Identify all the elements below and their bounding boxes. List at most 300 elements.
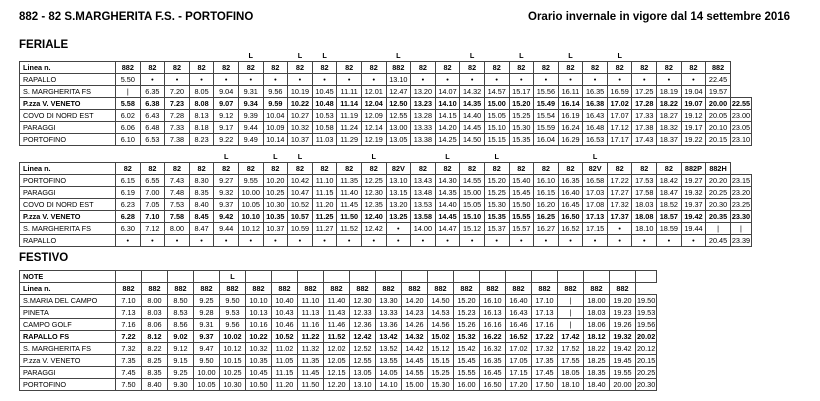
line-number: 82 — [238, 163, 263, 175]
departure-time: 10.00 — [194, 367, 220, 379]
departure-time: 20.30 — [706, 199, 731, 211]
departure-time: 13.30 — [376, 295, 402, 307]
departure-time: 16.16 — [480, 319, 506, 331]
timetable-festivo — [19, 270, 657, 391]
departure-time: 19.55 — [610, 367, 636, 379]
departure-time: 9.39 — [238, 110, 263, 122]
departure-time: • — [435, 235, 460, 247]
departure-time: 16.50 — [480, 379, 506, 391]
departure-time: 12.36 — [350, 319, 376, 331]
departure-time: 12.14 — [361, 122, 386, 134]
note-mark — [272, 271, 298, 283]
departure-time: 8.56 — [168, 319, 194, 331]
departure-time: 18.19 — [657, 86, 682, 98]
note-mark — [558, 271, 584, 283]
departure-time: 18.22 — [584, 343, 610, 355]
departure-time: 11.03 — [312, 134, 337, 146]
departure-time: 15.05 — [460, 199, 485, 211]
departure-time: 14.55 — [460, 175, 485, 187]
departure-time: 16.45 — [480, 367, 506, 379]
departure-time: • — [607, 223, 632, 235]
timetable — [19, 152, 752, 247]
line-number: 882 — [558, 283, 584, 295]
departure-time: 12.30 — [350, 295, 376, 307]
departure-time: 9.17 — [214, 122, 239, 134]
departure-time: 16.27 — [534, 223, 559, 235]
departure-time: 17.13 — [532, 307, 558, 319]
departure-time: 15.12 — [460, 223, 485, 235]
departure-time: • — [263, 74, 288, 86]
departure-time: 14.40 — [460, 110, 485, 122]
departure-time: 17.52 — [558, 343, 584, 355]
departure-time: 11.46 — [324, 319, 350, 331]
stop-name: S.MARIA DEL CAMPO — [20, 295, 116, 307]
departure-time: 17.45 — [532, 367, 558, 379]
departure-time: 8.25 — [142, 355, 168, 367]
departure-time: 13.33 — [376, 307, 402, 319]
section-heading-feriale: FERIALE — [19, 39, 69, 51]
departure-time: 11.50 — [298, 379, 324, 391]
departure-time: 7.50 — [116, 379, 142, 391]
departure-time: 10.13 — [246, 307, 272, 319]
departure-time: 14.45 — [460, 122, 485, 134]
departure-time: 10.59 — [288, 223, 313, 235]
departure-time: 9.25 — [194, 295, 220, 307]
stop-row — [20, 134, 752, 146]
departure-time: 11.10 — [298, 295, 324, 307]
departure-time: 15.12 — [428, 343, 454, 355]
departure-time: 16.10 — [534, 175, 559, 187]
departure-time: 11.14 — [337, 98, 362, 110]
line-number: 882 — [454, 283, 480, 295]
departure-time: 18.10 — [632, 223, 657, 235]
departure-time: 15.35 — [484, 211, 509, 223]
note-mark — [428, 271, 454, 283]
stop-name: COVO DI NORD EST — [20, 110, 116, 122]
note-mark — [116, 271, 142, 283]
departure-time: 19.42 — [681, 211, 706, 223]
departure-time: 10.02 — [220, 331, 246, 343]
departure-time: 10.30 — [263, 199, 288, 211]
departure-time: 23.39 — [731, 236, 751, 245]
departure-time: 16.14 — [558, 98, 583, 110]
departure-time: • — [657, 235, 682, 247]
note-mark: L — [297, 152, 303, 161]
departure-time: 13.10 — [350, 379, 376, 391]
departure-time: 17.58 — [632, 187, 657, 199]
departure-time: 17.38 — [632, 122, 657, 134]
departure-time: 11.40 — [337, 187, 362, 199]
departure-time: 11.35 — [298, 355, 324, 367]
departure-time: 9.59 — [263, 98, 288, 110]
departure-time: 10.22 — [246, 331, 272, 343]
departure-time: 9.02 — [168, 331, 194, 343]
departure-time: 15.32 — [454, 331, 480, 343]
departure-time: 18.27 — [657, 110, 682, 122]
departure-time: 7.23 — [165, 98, 190, 110]
departure-time: 11.43 — [324, 307, 350, 319]
line-number: 82 — [312, 163, 337, 175]
departure-time: 17.05 — [506, 355, 532, 367]
line-number: 882 — [272, 283, 298, 295]
line-number: 82 — [657, 62, 682, 74]
departure-time: 9.56 — [263, 86, 288, 98]
departure-time: 16.35 — [558, 175, 583, 187]
departure-time: • — [361, 74, 386, 86]
departure-time: 7.53 — [165, 199, 190, 211]
departure-time: 10.25 — [220, 367, 246, 379]
departure-time: • — [263, 235, 288, 247]
departure-time: 11.15 — [272, 367, 298, 379]
departure-time: 8.18 — [189, 122, 214, 134]
departure-time: 11.05 — [272, 355, 298, 367]
departure-time: 10.37 — [288, 134, 313, 146]
departure-time: 7.33 — [165, 122, 190, 134]
departure-time: 9.37 — [214, 199, 239, 211]
line-number: 82 — [460, 163, 485, 175]
departure-time: 10.52 — [288, 199, 313, 211]
stop-row — [20, 355, 657, 367]
departure-time: 9.12 — [214, 110, 239, 122]
departure-time: 10.37 — [263, 223, 288, 235]
departure-time: 11.13 — [298, 307, 324, 319]
departure-time: 20.00 — [706, 98, 731, 110]
note-mark — [506, 271, 532, 283]
departure-time: 10.16 — [246, 319, 272, 331]
departure-time: 20.00 — [610, 379, 636, 391]
departure-time: 12.47 — [386, 86, 411, 98]
note-mark: L — [445, 152, 450, 161]
line-number: 82 — [288, 163, 313, 175]
departure-time: 15.10 — [460, 211, 485, 223]
note-mark — [484, 51, 509, 62]
departure-time: 7.38 — [165, 134, 190, 146]
departure-time: • — [534, 235, 559, 247]
departure-time: 13.36 — [376, 319, 402, 331]
departure-time: | — [558, 307, 584, 319]
departure-time: 14.23 — [402, 307, 428, 319]
line-number: 82 — [534, 163, 559, 175]
note-mark — [454, 271, 480, 283]
line-number: 82 — [263, 62, 288, 74]
departure-time: 18.06 — [584, 319, 610, 331]
departure-time: 9.31 — [238, 86, 263, 98]
line-number: 82 — [214, 62, 239, 74]
note-mark — [386, 152, 411, 163]
departure-time: 16.38 — [583, 98, 608, 110]
departure-time: 10.42 — [288, 175, 313, 187]
departure-time: • — [189, 74, 214, 86]
departure-time: 15.45 — [454, 355, 480, 367]
stop-row — [20, 343, 657, 355]
note-mark — [558, 152, 583, 163]
stop-row — [20, 307, 657, 319]
departure-time: • — [583, 74, 608, 86]
departure-time: 7.10 — [116, 295, 142, 307]
departure-time: 16.40 — [506, 295, 532, 307]
departure-time: • — [583, 235, 608, 247]
departure-time: 10.09 — [263, 122, 288, 134]
departure-time: 15.30 — [428, 379, 454, 391]
note-mark — [706, 51, 731, 62]
departure-time: 13.42 — [376, 331, 402, 343]
note-mark — [610, 271, 636, 283]
departure-time: 9.47 — [194, 343, 220, 355]
departure-time: 15.00 — [460, 187, 485, 199]
departure-time: 13.53 — [411, 199, 436, 211]
stop-row — [20, 98, 752, 110]
departure-time: • — [214, 235, 239, 247]
departure-time: 6.15 — [116, 175, 141, 187]
departure-time: 12.01 — [361, 86, 386, 98]
departure-time: 14.45 — [402, 355, 428, 367]
line-number: 82 — [411, 163, 436, 175]
departure-time: 18.37 — [657, 134, 682, 146]
stop-row — [20, 223, 752, 235]
departure-time: 15.15 — [484, 134, 509, 146]
departure-time: 17.17 — [607, 134, 632, 146]
departure-time: 11.35 — [337, 175, 362, 187]
departure-time: 10.15 — [220, 355, 246, 367]
departure-time: 16.25 — [534, 211, 559, 223]
departure-time: 17.13 — [583, 211, 608, 223]
line-number: 82 — [140, 62, 165, 74]
marks-row — [20, 51, 752, 62]
departure-time: 19.44 — [681, 223, 706, 235]
line-number: 82 — [263, 163, 288, 175]
stop-name: PINETA — [20, 307, 116, 319]
departure-time: 9.56 — [220, 319, 246, 331]
departure-time: 17.32 — [532, 343, 558, 355]
departure-time: 11.45 — [298, 367, 324, 379]
note-mark — [361, 51, 386, 62]
note-mark — [214, 51, 239, 62]
departure-time: 20.02 — [637, 332, 656, 341]
stop-name: PARAGGI — [20, 367, 116, 379]
departure-time: 11.22 — [298, 331, 324, 343]
line-label: Linea n. — [20, 283, 116, 295]
line-number: 82 — [681, 62, 706, 74]
line-number: 882P — [681, 163, 706, 175]
departure-time: 11.20 — [312, 199, 337, 211]
stop-name: S. MARGHERITA FS — [20, 223, 116, 235]
departure-time: 17.42 — [558, 331, 584, 343]
departure-time: 15.59 — [534, 122, 559, 134]
line-number: 82 — [411, 62, 436, 74]
stop-row — [20, 379, 657, 391]
line-number: 82V — [386, 163, 411, 175]
line-number: 882 — [246, 283, 272, 295]
marks-spacer — [20, 51, 116, 62]
departure-time: 8.35 — [189, 187, 214, 199]
stop-row — [20, 295, 657, 307]
departure-time: 13.00 — [386, 122, 411, 134]
departure-time: • — [312, 235, 337, 247]
departure-time: 17.33 — [632, 110, 657, 122]
departure-time: 16.00 — [454, 379, 480, 391]
line-number: 82 — [288, 62, 313, 74]
departure-time: 15.02 — [428, 331, 454, 343]
departure-time: 16.53 — [583, 134, 608, 146]
departure-time: 19.22 — [681, 134, 706, 146]
departure-time: 8.22 — [142, 343, 168, 355]
stop-row — [20, 331, 657, 343]
departure-time: 7.20 — [165, 86, 190, 98]
note-mark: L — [371, 152, 376, 161]
departure-time: 23.25 — [731, 200, 751, 209]
departure-time: 23.00 — [731, 111, 751, 120]
departure-time: 20.10 — [706, 122, 731, 134]
note-mark — [534, 51, 559, 62]
note-mark: L — [592, 152, 598, 161]
departure-time: 6.30 — [116, 223, 141, 235]
departure-time: | — [706, 223, 731, 235]
departure-time: 14.30 — [435, 175, 460, 187]
stop-row — [20, 319, 657, 331]
departure-time: 10.25 — [263, 187, 288, 199]
departure-time: 7.48 — [165, 187, 190, 199]
departure-time: 18.12 — [584, 331, 610, 343]
departure-time: 14.10 — [376, 379, 402, 391]
departure-time: 17.27 — [607, 187, 632, 199]
departure-time: 8.08 — [189, 98, 214, 110]
departure-time: 14.20 — [435, 122, 460, 134]
departure-time: 14.42 — [402, 343, 428, 355]
departure-time: 8.03 — [142, 307, 168, 319]
note-mark: L — [297, 51, 303, 60]
stop-name: P.zza V. VENETO — [20, 98, 116, 110]
departure-time: 6.38 — [140, 98, 165, 110]
departure-time: 9.50 — [194, 355, 220, 367]
line-number: 882 — [194, 283, 220, 295]
departure-time: 9.04 — [214, 86, 239, 98]
departure-time: 17.20 — [506, 379, 532, 391]
departure-time: • — [632, 235, 657, 247]
departure-time: 9.12 — [168, 343, 194, 355]
departure-time: 18.05 — [558, 367, 584, 379]
departure-time: 15.45 — [509, 187, 534, 199]
timetable — [19, 270, 657, 391]
departure-time: 10.32 — [288, 122, 313, 134]
departure-time: 12.35 — [361, 199, 386, 211]
departure-time: 10.30 — [220, 379, 246, 391]
departure-time: 19.53 — [637, 308, 656, 317]
timetable-feriale-1 — [19, 51, 752, 146]
departure-time: 8.40 — [189, 199, 214, 211]
line-number: 882 — [142, 283, 168, 295]
line-number: 82 — [189, 163, 214, 175]
note-mark — [681, 152, 706, 163]
departure-time: 12.42 — [361, 223, 386, 235]
departure-time: 9.55 — [238, 175, 263, 187]
departure-time: 15.05 — [484, 110, 509, 122]
stop-name: RAPALLO — [20, 74, 116, 86]
departure-time: 12.52 — [350, 343, 376, 355]
departure-time: 11.45 — [337, 199, 362, 211]
marks-spacer — [20, 152, 116, 163]
departure-time: 20.15 — [706, 134, 731, 146]
departure-time: 14.53 — [428, 307, 454, 319]
line-number: 82 — [337, 163, 362, 175]
departure-time: • — [288, 235, 313, 247]
departure-time: 12.04 — [361, 98, 386, 110]
departure-time: 5.58 — [116, 98, 141, 110]
departure-time: 13.58 — [411, 211, 436, 223]
departure-time: 10.43 — [272, 307, 298, 319]
departure-time: 8.00 — [165, 223, 190, 235]
departure-time: 10.57 — [288, 211, 313, 223]
departure-time: • — [411, 235, 436, 247]
departure-time: • — [558, 74, 583, 86]
note-mark: L — [494, 152, 499, 161]
departure-time: 16.11 — [558, 86, 583, 98]
departure-time: 16.10 — [480, 295, 506, 307]
departure-time: 8.13 — [189, 110, 214, 122]
departure-time: 16.24 — [558, 122, 583, 134]
departure-time: 14.20 — [402, 295, 428, 307]
departure-time: 23.10 — [731, 135, 751, 144]
line-number: 882 — [386, 62, 411, 74]
departure-time: 14.35 — [460, 98, 485, 110]
departure-time: 6.23 — [116, 199, 141, 211]
note-mark — [263, 51, 288, 62]
stop-name: S. MARGHERITA FS — [20, 86, 116, 98]
line-header-row — [20, 163, 752, 175]
line-number: 82 — [509, 62, 534, 74]
departure-time: 9.28 — [194, 307, 220, 319]
departure-time: 15.15 — [428, 355, 454, 367]
departure-time: 10.00 — [238, 187, 263, 199]
line-number: 82 — [632, 62, 657, 74]
note-mark — [246, 271, 272, 283]
departure-time: 18.59 — [657, 223, 682, 235]
departure-time: | — [558, 319, 584, 331]
departure-time: 15.00 — [402, 379, 428, 391]
departure-time: • — [386, 235, 411, 247]
stop-name: RAPALLO — [20, 235, 116, 247]
note-mark: L — [322, 51, 327, 60]
note-mark — [194, 271, 220, 283]
departure-time: 11.27 — [312, 223, 337, 235]
departure-time: 13.25 — [386, 211, 411, 223]
departure-time: 16.19 — [558, 110, 583, 122]
departure-time: 19.57 — [706, 86, 731, 98]
departure-time: 15.17 — [509, 86, 534, 98]
note-mark — [681, 51, 706, 62]
departure-time: 15.25 — [484, 187, 509, 199]
departure-time: • — [116, 235, 141, 247]
departure-time: 15.56 — [534, 86, 559, 98]
note-mark — [116, 51, 141, 62]
departure-time: 16.58 — [583, 175, 608, 187]
departure-time: 13.38 — [411, 134, 436, 146]
departure-time: 6.55 — [140, 175, 165, 187]
departure-time: 10.20 — [263, 175, 288, 187]
departure-time: 16.04 — [534, 134, 559, 146]
note-row — [20, 271, 657, 283]
departure-time: 17.32 — [607, 199, 632, 211]
departure-time: 13.20 — [411, 86, 436, 98]
note-mark: L — [273, 152, 278, 161]
departure-time: 10.47 — [288, 187, 313, 199]
departure-time: 17.22 — [607, 175, 632, 187]
departure-time: 16.43 — [583, 110, 608, 122]
departure-time: 17.15 — [506, 367, 532, 379]
note-mark — [324, 271, 350, 283]
validity-note: Orario invernale in vigore dal 14 settembre 2016 — [528, 11, 791, 23]
line-number: 882 — [376, 283, 402, 295]
departure-time: 7.13 — [116, 307, 142, 319]
